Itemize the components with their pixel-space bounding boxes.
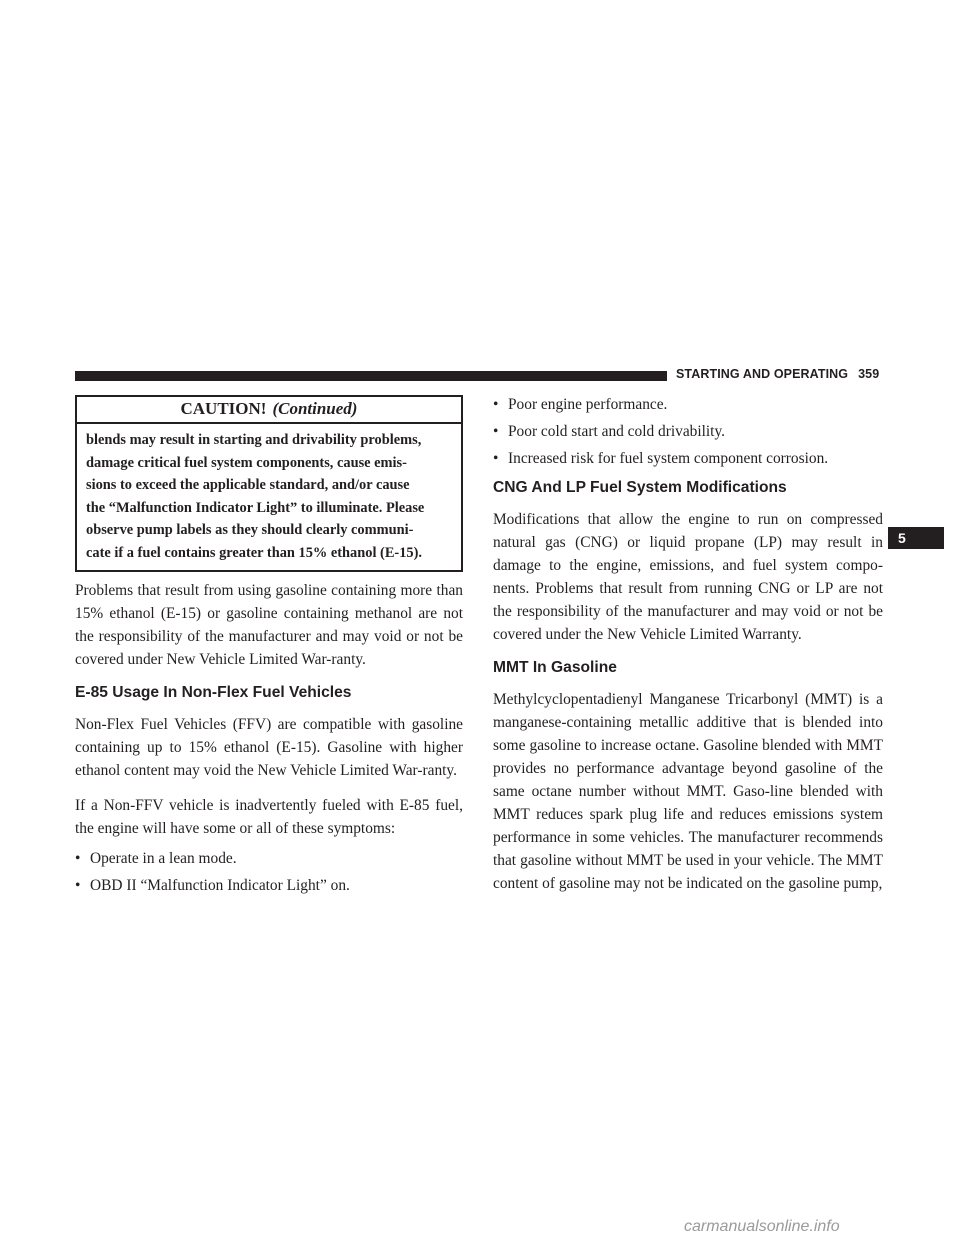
- paragraph-cng-lp: Modifications that allow the engine to run on compressed natural gas (CNG) or liquid propane (LP) may result in damage to the engine, emissions, and fuel system compo-nents. Problems that result from running CNG or LP are not the responsibility of the manufacturer and may void or not be covered under the New Vehicle Limited Warranty.: [493, 511, 883, 643]
- symptom-list: [75, 847, 463, 897]
- paragraph-e15-problems: Problems that result from using gasoline containing more than 15% ethanol (E-15) or gasoline containing methanol are not the responsibility of the manufacturer and may void or not be covered under New Vehicle Limited War-ranty.: [75, 581, 463, 668]
- bullet-icon: •: [493, 396, 499, 413]
- heading-cng-lp: CNG And LP Fuel System Modifications: [493, 479, 787, 496]
- left-column: [75, 395, 463, 901]
- paragraph-e85-symptoms: If a Non-FFV vehicle is inadvertently fueled with E-85 fuel, the engine will have some or all of these symptoms:: [75, 796, 463, 837]
- section-title: STARTING AND OPERATING: [676, 367, 849, 381]
- list-item: [75, 847, 463, 870]
- caution-line: observe pump labels as they should clearly communi-: [86, 522, 414, 539]
- caution-header: [77, 397, 461, 424]
- heading-e85-usage: E-85 Usage In Non-Flex Fuel Vehicles: [75, 683, 352, 701]
- heading-mmt: MMT In Gasoline: [493, 659, 617, 676]
- paragraph-ffv-compat: Non-Flex Fuel Vehicles (FFV) are compatible with gasoline containing up to 15% ethanol (E-15). Gasoline with higher ethanol content may void the New Vehicle Limited War-ranty.: [75, 715, 463, 779]
- caution-box: [75, 395, 463, 572]
- bullet-icon: •: [493, 450, 499, 467]
- caution-continued: (Continued): [272, 399, 358, 418]
- list-item-text: Operate in a lean mode.: [90, 849, 237, 867]
- list-item-text: Poor cold start and cold drivability.: [508, 423, 725, 440]
- list-item: [75, 874, 463, 897]
- caution-text: [77, 424, 461, 570]
- chapter-tab: 5: [888, 527, 944, 549]
- list-item-text: Poor engine performance.: [508, 396, 668, 413]
- bullet-icon: •: [493, 423, 499, 440]
- running-header: [676, 367, 879, 381]
- caution-line: damage critical fuel system components, cause emis-: [86, 454, 407, 471]
- list-item: [493, 393, 883, 416]
- caution-line: blends may result in starting and drivability problems,: [86, 432, 422, 448]
- footer-watermark-url[interactable]: carmanualsonline.info: [684, 1218, 840, 1235]
- list-item-text: OBD II “Malfunction Indicator Light” on.: [90, 876, 350, 894]
- paragraph-mmt: Methylcyclopentadienyl Manganese Tricarbonyl (MMT) is a manganese-containing metallic additive that is blended into some gasoline to increase octane. Gasoline blended with MMT provides no performance advantage beyond gasoline of the same octane number without MMT. Gaso-line blended with MMT reduces spark plug life and reduces emissions system performance in some vehicles. The manufacturer recommends that gasoline without MMT be used in your vehicle. The MMT content of gasoline may not be indicated on the gasoline pump,: [493, 691, 883, 892]
- right-column: [493, 393, 883, 895]
- caution-line: the “Malfunction Indicator Light” to illuminate. Please: [86, 499, 425, 516]
- header-rule: [75, 371, 667, 381]
- caution-line: sions to exceed the applicable standard, and/or cause: [86, 477, 410, 494]
- symptom-list-continued: [493, 393, 883, 470]
- list-item-text: Increased risk for fuel system component corrosion.: [508, 450, 829, 467]
- page-number: 359: [858, 367, 880, 381]
- list-item: [493, 420, 883, 443]
- bullet-icon: •: [75, 849, 81, 867]
- caution-line: cate if a fuel contains greater than 15% ethanol (E-15).: [86, 544, 423, 561]
- bullet-icon: •: [75, 876, 81, 894]
- caution-title: CAUTION!: [180, 399, 267, 418]
- list-item: [493, 447, 883, 470]
